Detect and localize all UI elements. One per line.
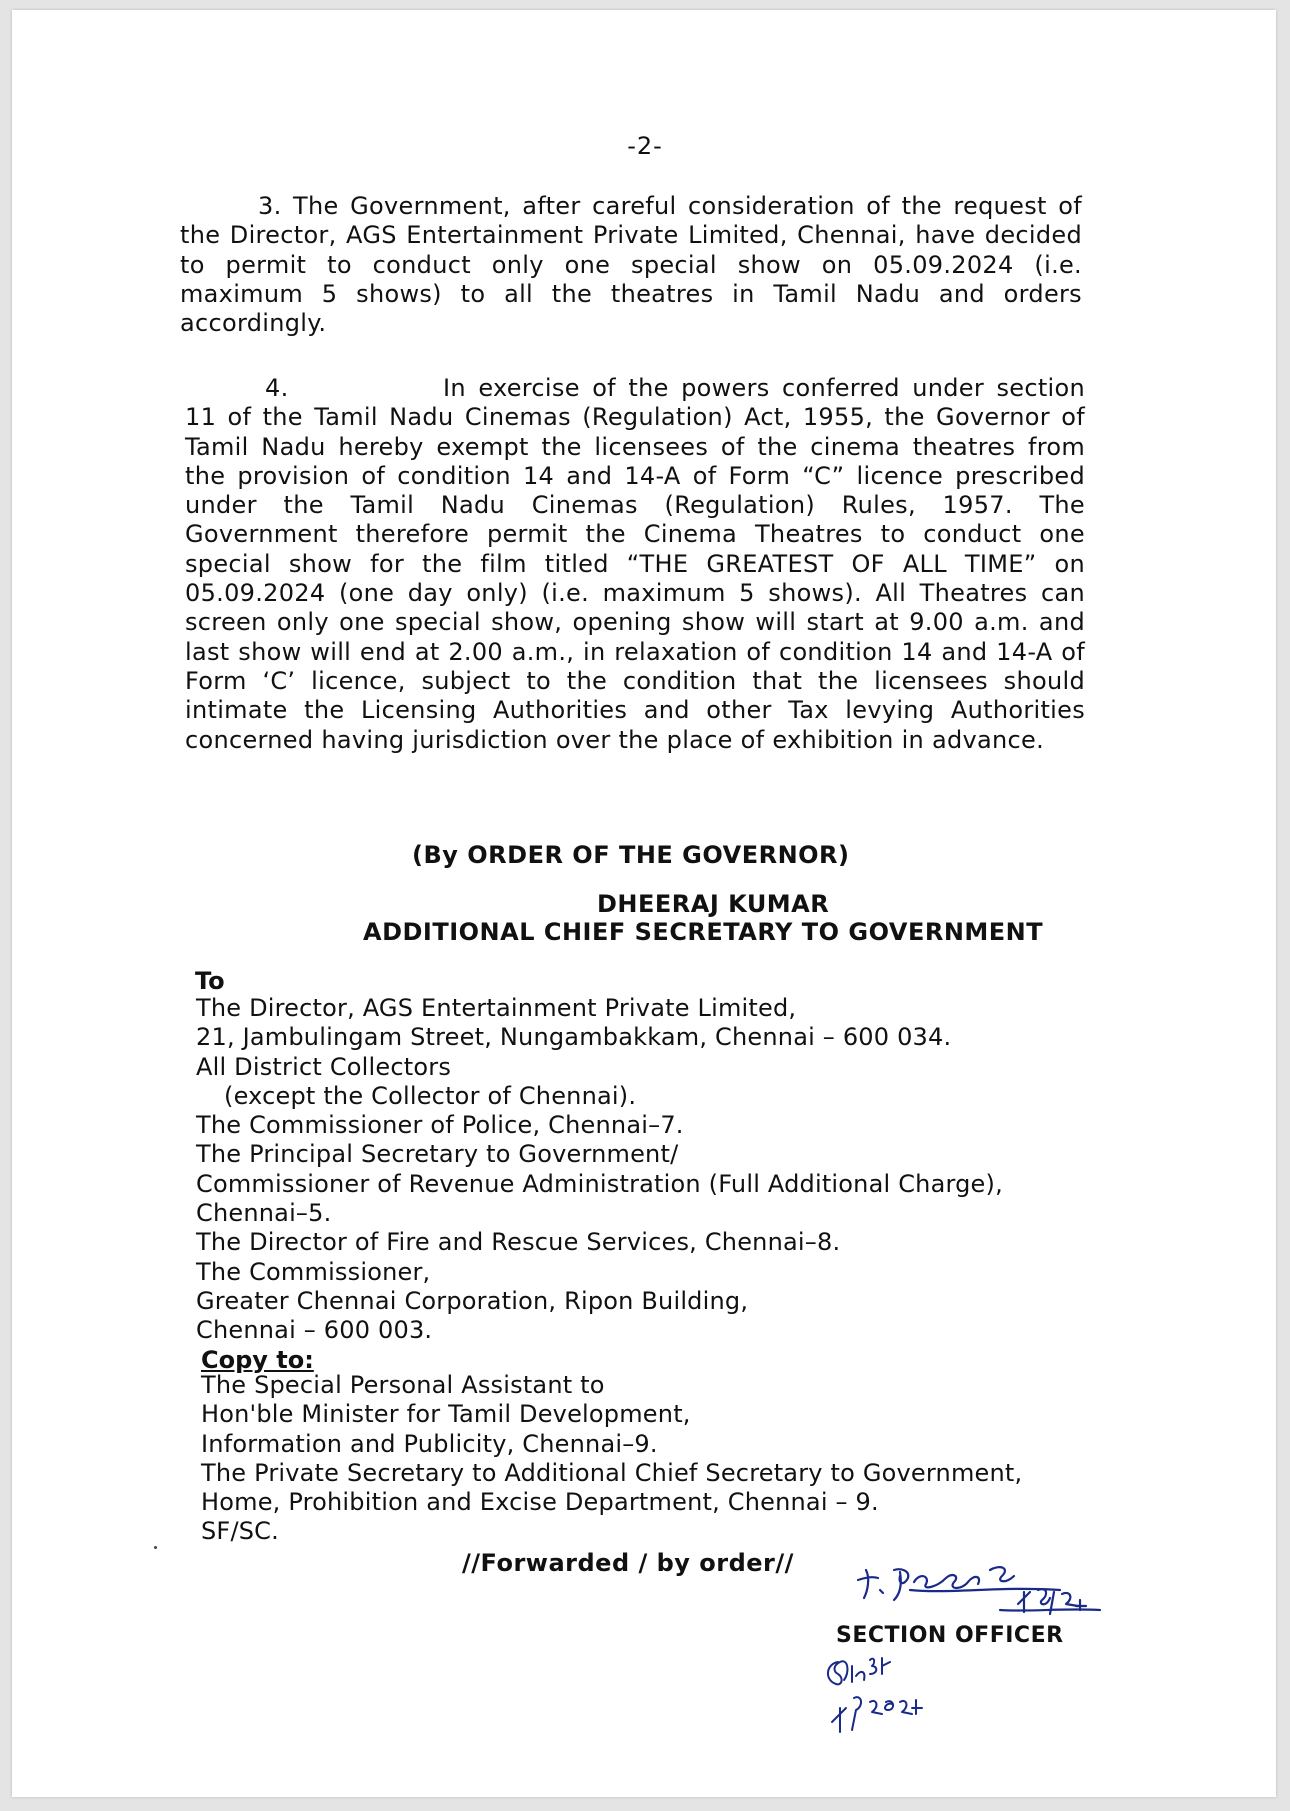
addressee-line: The Commissioner, [196,1257,431,1286]
addressee-line: The Director of Fire and Rescue Services, Chennai–8. [196,1228,841,1257]
section-officer-title: SECTION OFFICER [836,1623,1064,1648]
paragraph-4-number: 4. [265,374,289,402]
copy-to-list [201,1371,1022,1547]
addressee-line: (except the Collector of Chennai). [224,1081,637,1110]
page-number: -2- [627,132,663,160]
copy-line: Hon'ble Minister for Tamil Development, [201,1400,691,1429]
forwarded-line: //Forwarded / by order// [462,1549,794,1577]
addressee-list [196,994,1003,1346]
addressee-line: The Principal Secretary to Government/ [196,1140,679,1169]
paragraph-3-text: The Government, after careful consideration of the request of the Director, AGS Entertainment Private Limited, Chennai, have decided to permit to conduct only one special show on 05.09.2024 (i.e. maximum 5 shows) to all the theatres in Tamil Nadu and orders accordingly. [180,192,1082,338]
addressee-line: Chennai–5. [196,1199,332,1228]
paragraph-3-number: 3. [258,192,282,220]
copy-line: Information and Publicity, Chennai–9. [201,1429,658,1458]
to-label: To [195,967,225,995]
paragraph-4-text: In exercise of the powers conferred under section 11 of the Tamil Nadu Cinemas (Regulation) Act, 1955, the Governor of Tamil Nadu hereby exempt the licensees of the cinema theatres from the provision of condition 14 and 14-A of Form “C” licence prescribed under the Tamil Nadu Cinemas (Regulation) Rules, 1957. The Government therefore permit the Cinema Theatres to conduct one special show for the film titled “THE GREATEST OF ALL TIME” on 05.09.2024 (one day only) (i.e. maximum 5 shows). All Theatres can screen only one special show, opening show will start at 9.00 a.m. and last show will end at 2.00 a.m., in relaxation of condition 14 and 14-A of Form ‘C’ licence, subject to the condition that the licensees should intimate the Licensing Authorities and other Tax levying Authorities concerned having jurisdiction over the place of exhibition in advance. [185,374,1085,754]
copy-line: Home, Prohibition and Excise Department, Chennai – 9. [201,1488,879,1517]
copy-line: The Private Secretary to Additional Chief Secretary to Government, [201,1458,1023,1487]
signatory-name: DHEERAJ KUMAR [597,890,830,918]
addressee-line: 21, Jambulingam Street, Nungambakkam, Chennai – 600 034. [196,1023,952,1052]
addressee-line: Greater Chennai Corporation, Ripon Building, [196,1286,749,1315]
addressee-line: Commissioner of Revenue Administration (Full Additional Charge), [196,1169,1003,1198]
signatory-title: ADDITIONAL CHIEF SECRETARY TO GOVERNMENT [363,918,1044,946]
order-line: (By ORDER OF THE GOVERNOR) [412,841,850,869]
copy-to-label: Copy to: [201,1346,314,1374]
addressee-line: The Commissioner of Police, Chennai–7. [196,1111,684,1140]
handwritten-initials [820,1648,960,1738]
paragraph-3 [180,192,1082,338]
addressee-line: Chennai – 600 003. [196,1316,433,1345]
paragraph-4 [185,374,1085,755]
addressee-line: The Director, AGS Entertainment Private Limited, [196,994,797,1022]
addressee-line: All District Collectors [196,1052,452,1081]
copy-line: SF/SC. [201,1517,279,1546]
copy-line: The Special Personal Assistant to [201,1371,605,1399]
scan-speck [154,1546,157,1549]
